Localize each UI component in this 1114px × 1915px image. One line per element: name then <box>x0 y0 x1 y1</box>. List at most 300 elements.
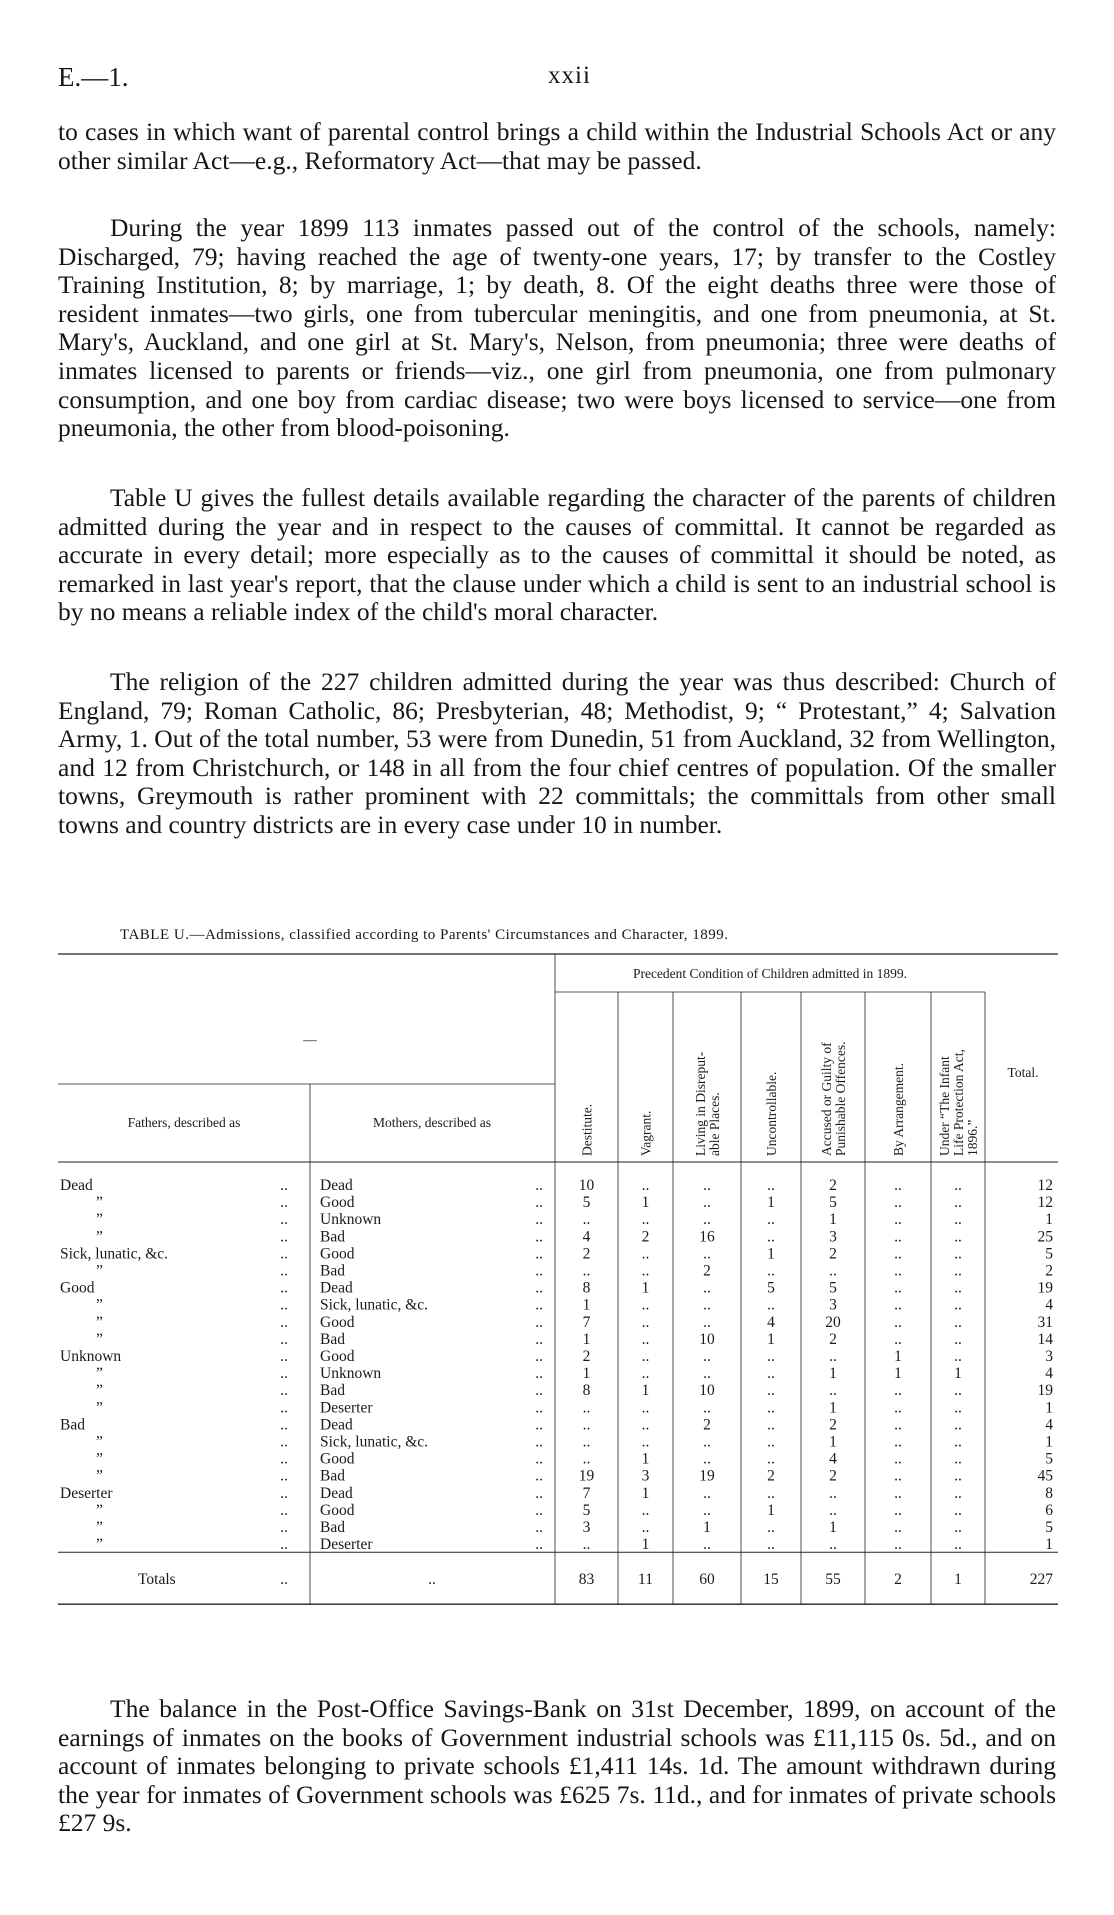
value-cell: 1 <box>767 1501 775 1519</box>
value-cell: 1 <box>641 1536 650 1554</box>
column-header: Living in Disreput- <box>693 1051 708 1156</box>
leader-dots: .. <box>280 1467 288 1485</box>
value-cell: 1 <box>767 1245 775 1263</box>
value-cell: 5 <box>582 1501 591 1519</box>
father-cell: Dead <box>60 1177 93 1194</box>
value-cell: .. <box>829 1382 837 1400</box>
value-cell: 1 <box>894 1365 902 1383</box>
leader-dots: .. <box>280 1296 288 1314</box>
value-cell: .. <box>894 1519 902 1536</box>
value-cell: .. <box>894 1177 902 1194</box>
value-cell: .. <box>767 1211 775 1229</box>
value-cell: .. <box>582 1262 591 1280</box>
value-cell: 5 <box>582 1194 591 1212</box>
father-cell: ” <box>96 1330 103 1348</box>
value-cell: 10 <box>699 1330 715 1348</box>
leader-dots: .. <box>280 1228 288 1246</box>
value-cell: .. <box>954 1536 962 1554</box>
value-cell: .. <box>641 1313 650 1331</box>
grand-total: 227 <box>1029 1571 1053 1589</box>
value-cell: .. <box>703 1194 711 1212</box>
mother-cell: Deserter <box>320 1399 373 1417</box>
total-header: Total. <box>1007 1065 1039 1080</box>
column-header: Destitute. <box>579 1103 595 1156</box>
leader-dots: .. <box>535 1416 543 1434</box>
value-cell: .. <box>641 1330 650 1348</box>
paragraph-religion: The religion of the 227 children admitted during the year was thus described: Church of England, 79; Roman Catholic, 86; Presbyterian, 48; Methodist, 9; “ Protestant,” 4; Salvation Army, 1. Out of the total number, 53 were from Dunedin, 51 from Auckland, 32 from Wellington, and 12 from Christchurch, or 148 in all from the four chief centres of population. Of the smaller towns, Greymouth is rather prominent with 22 committals; the committals from other small towns and country districts are in every case under 10 in number. <box>58 667 1056 839</box>
value-cell: 1 <box>767 1330 775 1348</box>
value-cell: .. <box>894 1313 902 1331</box>
value-cell: 1 <box>641 1194 650 1212</box>
value-cell: .. <box>703 1365 711 1383</box>
value-cell: 2 <box>767 1467 775 1485</box>
row-total: 8 <box>1045 1484 1053 1502</box>
precedent-header: Precedent Condition of Children admitted in 1899. <box>632 966 908 981</box>
value-cell: .. <box>954 1348 962 1365</box>
value-cell: .. <box>954 1399 962 1417</box>
row-total: 12 <box>1037 1177 1053 1194</box>
value-cell: 5 <box>767 1279 775 1297</box>
leader-dots: .. <box>535 1211 543 1229</box>
value-cell: 2 <box>829 1467 837 1485</box>
value-cell: .. <box>641 1416 650 1434</box>
row-total: 5 <box>1045 1519 1053 1536</box>
paragraph-inmates-passed-out: During the year 1899 113 inmates passed out of the control of the schools, namely: Discharged, 79; having reached the age of twenty-one years, 17; by transfer to the Costley Training Institution, 8; by marriage, 1; by death, 8. Of the eight deaths three were those of resident inmates—two girls, one from tubercular meningitis, and one from pneumonia, at St. Mary's, Auckland, and one girl at St. Mary's, Nelson, from pneumonia; three were deaths of inmates licensed to parents or friends—viz., one girl from pneumonia, one from pulmonary consumption, and one boy from cardiac disease; two were boys licensed to service—one from pneumonia, the other from blood-poisoning. <box>58 213 1056 443</box>
value-cell: 2 <box>582 1245 591 1263</box>
mother-cell: Bad <box>320 1467 345 1485</box>
column-header: By Arrangement. <box>891 1063 906 1156</box>
column-header: Uncontrollable. <box>764 1071 779 1156</box>
leader-dots: .. <box>535 1382 543 1400</box>
value-cell: .. <box>829 1484 837 1502</box>
value-cell: .. <box>641 1433 650 1451</box>
value-cell: 8 <box>582 1279 591 1297</box>
value-cell: .. <box>829 1348 837 1365</box>
value-cell: .. <box>894 1279 902 1297</box>
value-cell: .. <box>954 1245 962 1263</box>
leader-dots: .. <box>535 1330 543 1348</box>
value-cell: .. <box>641 1262 650 1280</box>
value-cell: 8 <box>582 1382 591 1400</box>
value-cell: .. <box>767 1296 775 1314</box>
value-cell: 19 <box>578 1467 595 1485</box>
row-total: 2 <box>1045 1262 1053 1280</box>
father-cell: ” <box>96 1399 103 1417</box>
mother-cell: Bad <box>320 1330 345 1348</box>
column-header: Vagrant. <box>638 1110 654 1156</box>
father-cell: ” <box>96 1262 103 1280</box>
father-cell: Unknown <box>60 1348 122 1365</box>
leader-dots: .. <box>535 1365 543 1383</box>
row-total: 5 <box>1045 1245 1053 1263</box>
mother-cell: Good <box>320 1501 355 1519</box>
value-cell: 2 <box>829 1177 837 1194</box>
leader-dots: .. <box>535 1450 543 1468</box>
mother-cell: Good <box>320 1194 355 1212</box>
value-cell: .. <box>954 1484 962 1502</box>
value-cell: .. <box>582 1399 591 1417</box>
mother-cell: Bad <box>320 1382 345 1400</box>
value-cell: 1 <box>703 1519 711 1536</box>
value-cell: .. <box>767 1365 775 1383</box>
value-cell: 5 <box>829 1279 837 1297</box>
fathers-header: Fathers, described as <box>127 1115 241 1130</box>
totals-value: 2 <box>894 1571 902 1589</box>
mother-cell: Unknown <box>320 1211 382 1229</box>
value-cell: 1 <box>641 1484 650 1502</box>
value-cell: 7 <box>582 1484 591 1502</box>
column-header: 1896.” <box>965 1119 980 1156</box>
totals-value: 55 <box>825 1571 841 1589</box>
father-cell: ” <box>96 1296 103 1314</box>
column-header: Under “The Infant <box>937 1056 952 1156</box>
value-cell: .. <box>641 1245 650 1263</box>
value-cell: .. <box>894 1382 902 1400</box>
father-cell: ” <box>96 1536 103 1554</box>
value-cell: .. <box>582 1433 591 1451</box>
table-u-grid <box>58 952 1058 1652</box>
father-cell: ” <box>96 1467 103 1485</box>
value-cell: 1 <box>582 1296 591 1314</box>
leader-dots: .. <box>280 1484 288 1502</box>
leader-dots: .. <box>535 1228 543 1246</box>
mother-cell: Good <box>320 1313 355 1331</box>
mother-cell: Good <box>320 1348 355 1365</box>
leader-dots: .. <box>280 1194 288 1212</box>
mother-cell: Good <box>320 1450 355 1468</box>
leader-dots: .. <box>535 1177 543 1194</box>
mother-cell: Bad <box>320 1228 345 1246</box>
mother-cell: Good <box>320 1245 355 1263</box>
page-number: xxii <box>548 62 591 89</box>
leader-dots: .. <box>280 1450 288 1468</box>
paragraph-table-u-note: Table U gives the fullest details available regarding the character of the parents of children admitted during the year and in respect to the causes of committal. It cannot be regarded as accurate in every detail; more especially as to the causes of committal it should be noted, as remarked in last year's report, that the clause under which a child is sent to an industrial school is by no means a reliable index of the child's moral character. <box>58 483 1056 627</box>
value-cell: 1 <box>829 1519 837 1536</box>
mother-cell: Sick, lunatic, &c. <box>320 1433 429 1451</box>
leader-dots: .. <box>535 1501 543 1519</box>
totals-label: Totals <box>138 1571 176 1589</box>
value-cell: 2 <box>829 1330 837 1348</box>
value-cell: 2 <box>703 1262 711 1280</box>
value-cell: .. <box>894 1262 902 1280</box>
mother-cell: Sick, lunatic, &c. <box>320 1296 429 1314</box>
father-cell: ” <box>96 1450 103 1468</box>
value-cell: .. <box>954 1467 962 1485</box>
value-cell: .. <box>767 1416 775 1434</box>
value-cell: .. <box>703 1296 711 1314</box>
leader-dots: .. <box>280 1348 288 1365</box>
mother-cell: Unknown <box>320 1365 382 1383</box>
value-cell: .. <box>641 1177 650 1194</box>
value-cell: .. <box>582 1450 591 1468</box>
leader-dots: .. <box>535 1519 543 1536</box>
leader-dots: .. <box>280 1416 288 1434</box>
value-cell: .. <box>954 1313 962 1331</box>
value-cell: .. <box>703 1211 711 1229</box>
row-total: 4 <box>1045 1365 1053 1383</box>
leader-dots: .. <box>280 1571 288 1589</box>
row-total: 14 <box>1037 1330 1053 1348</box>
value-cell: .. <box>954 1501 962 1519</box>
value-cell: .. <box>641 1501 650 1519</box>
leader-dots: .. <box>280 1262 288 1280</box>
mother-cell: Bad <box>320 1519 345 1536</box>
leader-dots: .. <box>280 1519 288 1536</box>
totals-value: 1 <box>954 1571 962 1589</box>
value-cell: 4 <box>582 1228 591 1246</box>
row-total: 1 <box>1045 1433 1053 1451</box>
row-total: 1 <box>1045 1399 1053 1417</box>
value-cell: 2 <box>641 1228 650 1246</box>
totals-mother-cell: .. <box>428 1571 436 1589</box>
value-cell: 2 <box>829 1416 837 1434</box>
value-cell: 19 <box>699 1467 715 1485</box>
value-cell: .. <box>641 1365 650 1383</box>
value-cell: .. <box>954 1382 962 1400</box>
leader-dots: .. <box>535 1433 543 1451</box>
father-cell: ” <box>96 1382 103 1400</box>
value-cell: .. <box>954 1228 962 1246</box>
value-cell: 7 <box>582 1313 591 1331</box>
value-cell: .. <box>641 1519 650 1536</box>
value-cell: .. <box>954 1450 962 1468</box>
value-cell: 4 <box>767 1313 775 1331</box>
father-cell: ” <box>96 1313 103 1331</box>
value-cell: .. <box>703 1501 711 1519</box>
value-cell: .. <box>894 1211 902 1229</box>
value-cell: .. <box>582 1416 591 1434</box>
value-cell: .. <box>582 1536 591 1554</box>
row-total: 31 <box>1037 1313 1053 1331</box>
value-cell: .. <box>894 1467 902 1485</box>
paragraph-continuation: to cases in which want of parental control brings a child within the Industrial Schools Act or any other similar Act—e.g., Reformatory Act—that may be passed. <box>58 117 1056 175</box>
value-cell: .. <box>894 1484 902 1502</box>
leader-dots: .. <box>280 1245 288 1263</box>
value-cell: .. <box>767 1433 775 1451</box>
value-cell: .. <box>641 1399 650 1417</box>
value-cell: 3 <box>829 1228 837 1246</box>
value-cell: 1 <box>829 1211 837 1229</box>
leader-dots: .. <box>280 1330 288 1348</box>
value-cell: 1 <box>829 1399 837 1417</box>
page-header <box>58 62 1058 98</box>
mother-cell: Deserter <box>320 1536 373 1554</box>
row-total: 19 <box>1037 1279 1053 1297</box>
table-u <box>58 952 1058 1652</box>
value-cell: .. <box>703 1484 711 1502</box>
totals-value: 83 <box>578 1571 595 1589</box>
column-header: Life Protection Act, <box>951 1049 966 1156</box>
leader-dots: .. <box>535 1484 543 1502</box>
value-cell: .. <box>954 1330 962 1348</box>
value-cell: .. <box>954 1279 962 1297</box>
leader-dots: .. <box>280 1211 288 1229</box>
row-total: 25 <box>1037 1228 1053 1246</box>
father-cell: ” <box>96 1501 103 1519</box>
column-header: Accused or Guilty of <box>819 1042 834 1156</box>
father-cell: Good <box>60 1279 95 1297</box>
value-cell: 1 <box>582 1365 591 1383</box>
row-total: 1 <box>1045 1536 1053 1554</box>
father-cell: ” <box>96 1194 103 1212</box>
value-cell: 1 <box>641 1450 650 1468</box>
mother-cell: Bad <box>320 1262 345 1280</box>
value-cell: .. <box>767 1484 775 1502</box>
mother-cell: Dead <box>320 1177 353 1194</box>
value-cell: 10 <box>699 1382 715 1400</box>
leader-dots: .. <box>535 1279 543 1297</box>
leader-dots: .. <box>535 1262 543 1280</box>
value-cell: .. <box>641 1348 650 1365</box>
value-cell: .. <box>829 1501 837 1519</box>
value-cell: .. <box>894 1228 902 1246</box>
value-cell: .. <box>894 1501 902 1519</box>
totals-value: 11 <box>638 1571 653 1589</box>
value-cell: .. <box>954 1296 962 1314</box>
leader-dots: .. <box>280 1536 288 1554</box>
leader-dots: .. <box>280 1501 288 1519</box>
value-cell: .. <box>703 1313 711 1331</box>
value-cell: 3 <box>829 1296 837 1314</box>
value-cell: 1 <box>954 1365 962 1383</box>
value-cell: .. <box>703 1279 711 1297</box>
leader-dots: .. <box>280 1279 288 1297</box>
value-cell: .. <box>582 1211 591 1229</box>
mothers-header: Mothers, described as <box>372 1115 492 1130</box>
value-cell: .. <box>954 1262 962 1280</box>
value-cell: .. <box>703 1177 711 1194</box>
value-cell: 2 <box>703 1416 711 1434</box>
leader-dots: .. <box>280 1365 288 1383</box>
leader-dots: .. <box>535 1399 543 1417</box>
totals-value: 60 <box>699 1571 715 1589</box>
value-cell: .. <box>703 1245 711 1263</box>
row-total: 4 <box>1045 1416 1053 1434</box>
value-cell: 2 <box>582 1348 591 1365</box>
father-cell: Sick, lunatic, &c. <box>60 1245 169 1263</box>
value-cell: 3 <box>641 1467 650 1485</box>
leader-dots: .. <box>280 1177 288 1194</box>
value-cell: .. <box>829 1262 837 1280</box>
value-cell: .. <box>894 1399 902 1417</box>
value-cell: 4 <box>829 1450 837 1468</box>
mother-cell: Dead <box>320 1484 353 1502</box>
father-cell: ” <box>96 1211 103 1229</box>
value-cell: .. <box>703 1348 711 1365</box>
leader-dots: .. <box>535 1467 543 1485</box>
value-cell: .. <box>894 1536 902 1554</box>
leader-dots: .. <box>535 1194 543 1212</box>
value-cell: .. <box>641 1296 650 1314</box>
value-cell: .. <box>954 1177 962 1194</box>
father-cell: Bad <box>60 1416 85 1434</box>
value-cell: 16 <box>699 1228 715 1246</box>
column-header: able Places. <box>707 1092 722 1156</box>
value-cell: .. <box>767 1536 775 1554</box>
leader-dots: .. <box>535 1245 543 1263</box>
value-cell: .. <box>767 1228 775 1246</box>
leader-dots: .. <box>535 1348 543 1365</box>
value-cell: .. <box>767 1382 775 1400</box>
leader-dots: .. <box>535 1296 543 1314</box>
value-cell: .. <box>954 1433 962 1451</box>
totals-value: 15 <box>763 1571 779 1589</box>
row-total: 45 <box>1037 1467 1053 1485</box>
value-cell: 1 <box>582 1330 591 1348</box>
mother-cell: Dead <box>320 1279 353 1297</box>
value-cell: .. <box>894 1330 902 1348</box>
value-cell: .. <box>954 1519 962 1536</box>
value-cell: 1 <box>641 1279 650 1297</box>
row-total: 3 <box>1045 1348 1053 1365</box>
value-cell: .. <box>767 1348 775 1365</box>
father-cell: ” <box>96 1433 103 1451</box>
value-cell: .. <box>703 1433 711 1451</box>
value-cell: .. <box>894 1245 902 1263</box>
value-cell: .. <box>641 1211 650 1229</box>
value-cell: .. <box>954 1211 962 1229</box>
column-header: Punishable Offences. <box>833 1041 848 1156</box>
table-caption: TABLE U.—Admissions, classified according to Parents' Circumstances and Character, 1899. <box>120 927 729 943</box>
leader-dots: .. <box>535 1536 543 1554</box>
father-cell: ” <box>96 1228 103 1246</box>
value-cell: .. <box>894 1296 902 1314</box>
value-cell: .. <box>829 1536 837 1554</box>
leader-dots: .. <box>280 1382 288 1400</box>
value-cell: .. <box>703 1450 711 1468</box>
value-cell: .. <box>894 1450 902 1468</box>
value-cell: .. <box>894 1433 902 1451</box>
father-cell: Deserter <box>60 1484 113 1502</box>
paragraph-savings-bank: The balance in the Post-Office Savings-Bank on 31st December, 1899, on account of the earnings of inmates on the books of Government industrial schools was £11,115 0s. 5d., and on account of inmates belonging to private schools £1,411 14s. 1d. The amount withdrawn during the year for inmates of Government schools was £625 7s. 11d., and for inmates of private schools £27 9s. <box>58 1694 1056 1838</box>
value-cell: 3 <box>582 1519 591 1536</box>
value-cell: .. <box>767 1450 775 1468</box>
header-dash: — <box>303 1032 317 1047</box>
value-cell: 2 <box>829 1245 837 1263</box>
value-cell: .. <box>894 1416 902 1434</box>
row-total: 6 <box>1045 1501 1053 1519</box>
row-total: 5 <box>1045 1450 1053 1468</box>
value-cell: .. <box>703 1399 711 1417</box>
value-cell: .. <box>767 1262 775 1280</box>
value-cell: .. <box>954 1416 962 1434</box>
value-cell: .. <box>767 1177 775 1194</box>
value-cell: 1 <box>767 1194 775 1212</box>
leader-dots: .. <box>280 1313 288 1331</box>
mother-cell: Dead <box>320 1416 353 1434</box>
value-cell: 20 <box>825 1313 841 1331</box>
father-cell: ” <box>96 1365 103 1383</box>
value-cell: 1 <box>641 1382 650 1400</box>
row-total: 19 <box>1037 1382 1053 1400</box>
row-total: 1 <box>1045 1211 1053 1229</box>
value-cell: .. <box>703 1536 711 1554</box>
leader-dots: .. <box>280 1433 288 1451</box>
value-cell: 1 <box>894 1348 902 1365</box>
value-cell: .. <box>954 1194 962 1212</box>
row-total: 12 <box>1037 1194 1053 1212</box>
value-cell: .. <box>767 1519 775 1536</box>
value-cell: 10 <box>578 1177 595 1194</box>
value-cell: 1 <box>829 1365 837 1383</box>
value-cell: .. <box>767 1399 775 1417</box>
leader-dots: .. <box>535 1313 543 1331</box>
value-cell: .. <box>894 1194 902 1212</box>
value-cell: 5 <box>829 1194 837 1212</box>
leader-dots: .. <box>280 1399 288 1417</box>
father-cell: ” <box>96 1519 103 1536</box>
report-code: E.—1. <box>58 62 129 92</box>
